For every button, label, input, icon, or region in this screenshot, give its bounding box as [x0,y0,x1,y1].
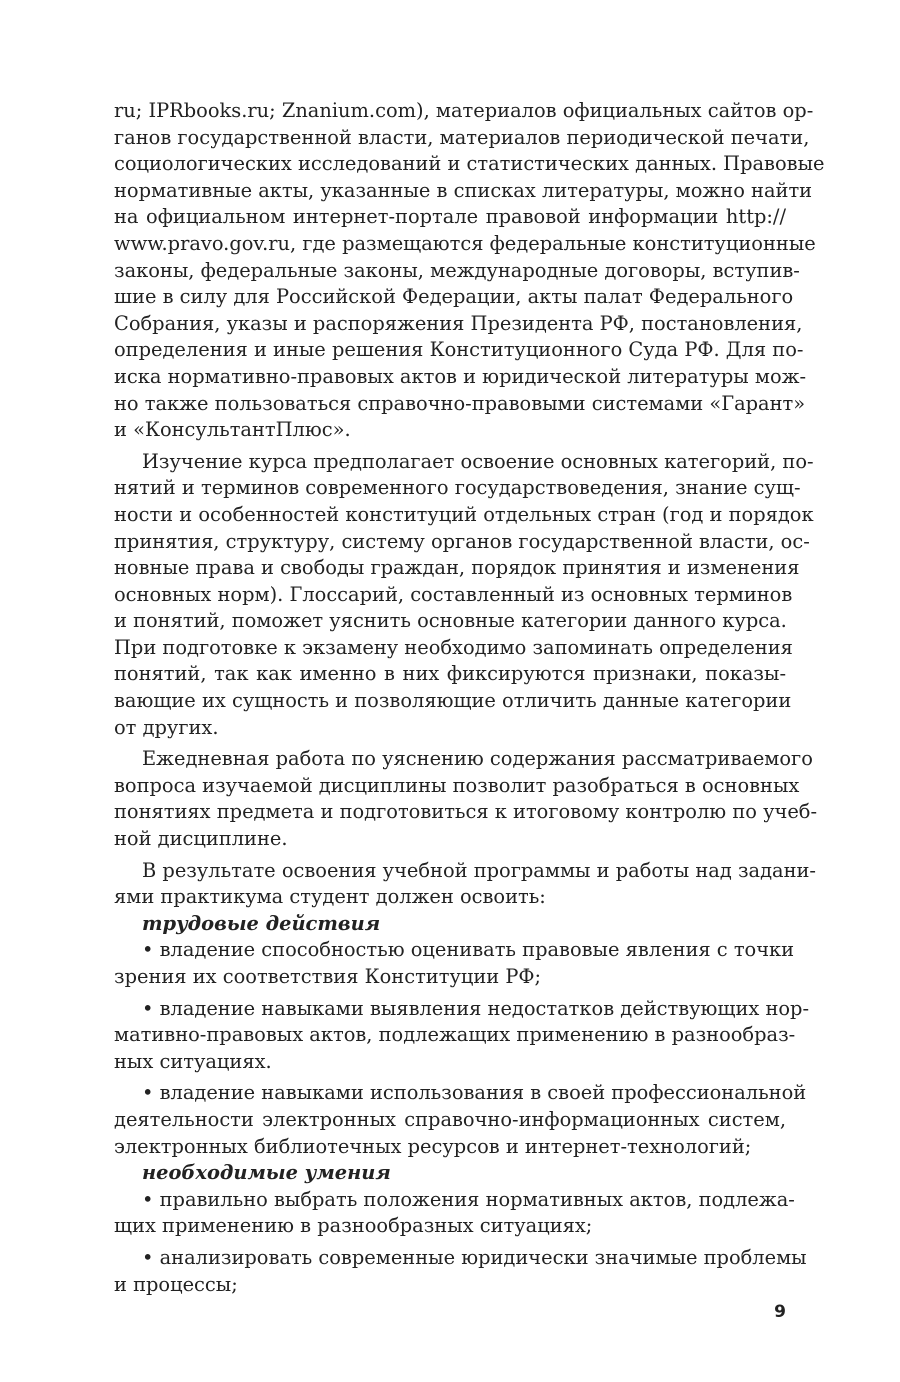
text-line: зрения их соответствия Конституции РФ; [114,965,542,988]
paragraph-sources [114,98,825,444]
paragraph-daily-work [114,746,818,852]
text-line: • владение навыками выявления недостатков действующих нор- [142,996,810,1020]
text-line: • владение способностью оценивать правовые явления с точки [142,938,795,962]
text-line: ями практикума студент должен освоить: [114,885,546,909]
text-line: новные права и свободы граждан, порядок принятия и изменения [114,556,800,580]
text-line: понятиях предмета и подготовиться к итоговому контролю по учеб- [114,800,818,824]
text-line: шие в силу для Российской Федерации, акты палат Федерального [114,285,794,309]
list-item [114,1080,807,1160]
text-line: • правильно выбрать положения нормативных актов, подлежа- [142,1187,795,1211]
paragraph-course-study [114,449,814,742]
paragraph-results [114,858,816,911]
text-line: социологических исследований и статистических данных. Правовые [114,152,825,176]
text-line: ных ситуациях. [114,1049,272,1073]
list-item [114,996,810,1076]
text-line: на официальном интернет-портале правовой информации http:// [114,205,786,229]
list-item [114,1187,795,1240]
page-number: 9 [774,1302,786,1322]
text-line: www.pravo.gov.ru, где размещаются федеральные конституционные [114,231,816,255]
text-line: Собрания, указы и распоряжения Президента РФ, постановления, [114,311,803,335]
text-line: мативно-правовых актов, подлежащих применению в разнообраз- [114,1023,796,1047]
list-item [114,937,795,990]
text-line: и процессы; [114,1272,238,1296]
page-body [114,98,825,1298]
text-line: и «КонсультантПлюс». [114,418,351,442]
text-line: основных норм). Глоссарий, составленный из основных терминов [114,582,793,606]
text-line: щих применению в разнообразных ситуациях; [114,1214,593,1238]
text-line: вопроса изучаемой дисциплины позволит разобраться в основных [114,773,800,797]
text-line: законы, федеральные законы, международные договоры, вступив- [114,258,800,282]
text-line: При подготовке к экзамену необходимо запоминать определения [114,635,793,659]
text-line: • анализировать современные юридически значимые проблемы [142,1245,807,1269]
text-line: В результате освоения учебной программы и работы над задани- [142,858,816,882]
text-line: понятий, так как именно в них фиксируются признаки, показы- [114,662,786,686]
text-line: вающие их сущность и позволяющие отличить данные категории [114,689,792,713]
list-item [114,1245,807,1298]
text-line: принятия, структуру, систему органов государственной власти, ос- [114,529,810,553]
text-line: нормативные акты, указанные в списках литературы, можно найти [114,178,813,202]
text-line: Изучение курса предполагает освоение основных категорий, по- [142,449,814,473]
text-line: и понятий, поможет уяснить основные категории данного курса. [114,609,787,633]
text-line: ганов государственной власти, материалов периодической печати, [114,125,810,149]
text-line: иска нормативно-правовых актов и юридической литературы мож- [114,364,807,388]
text-line: деятельности электронных справочно-информационных систем, [114,1107,786,1131]
text-line: электронных библиотечных ресурсов и интернет-технологий; [114,1134,752,1158]
text-line: но также пользоваться справочно-правовыми системами «Гарант» [114,391,806,415]
text-line: ности и особенностей конституций отдельных стран (год и порядок [114,502,814,526]
section-heading-labor-actions: трудовые действия [142,911,381,935]
text-line: Ежедневная работа по уяснению содержания рассматриваемого [142,747,813,771]
text-line: от других. [114,715,219,739]
section-heading-required-skills: необходимые умения [142,1161,391,1185]
text-line: ной дисциплине. [114,827,288,851]
text-line: определения и иные решения Конституционного Суда РФ. Для по- [114,338,804,362]
text-line: • владение навыками использования в своей профессиональной [142,1081,807,1105]
text-line: нятий и терминов современного государствоведения, знание сущ- [114,476,801,500]
text-line: ru; IPRbooks.ru; Znanium.com), материалов официальных сайтов ор- [114,99,814,122]
